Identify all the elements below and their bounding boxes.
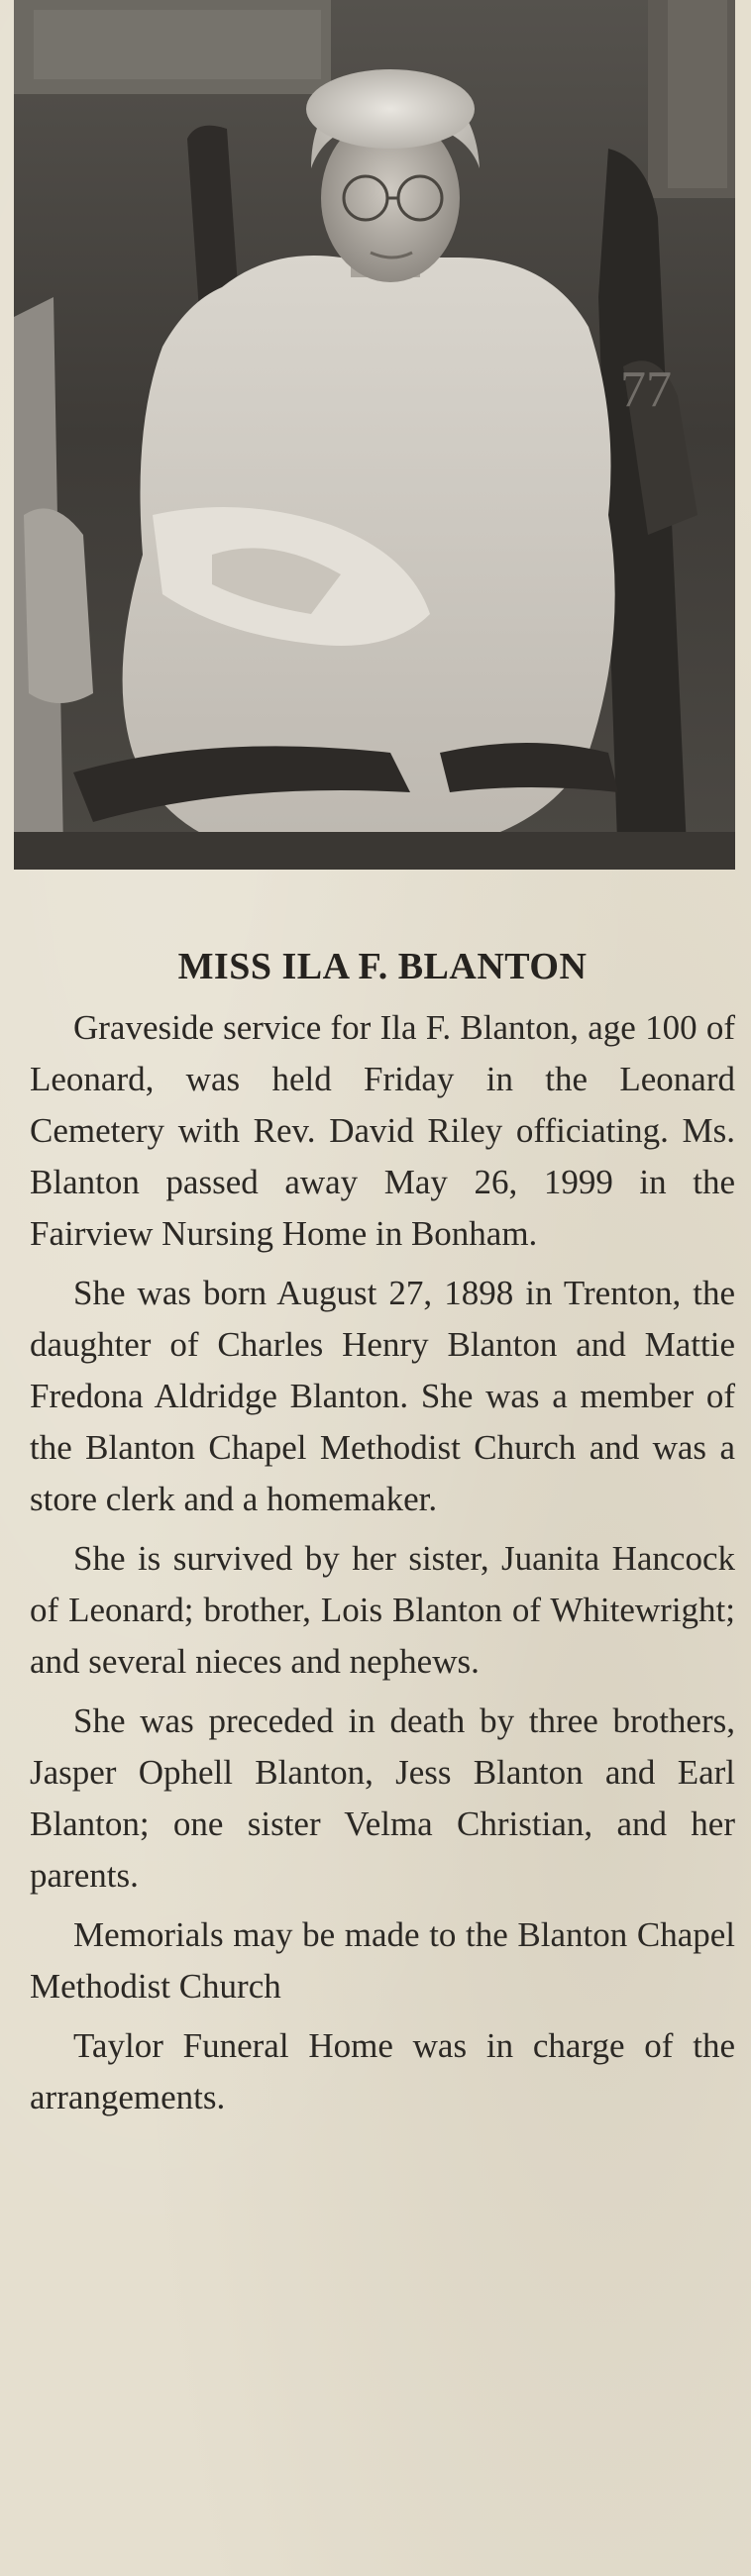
svg-text:77: 77	[620, 361, 672, 418]
obituary-paragraph: She was born August 27, 1898 in Trenton, the daughter of Charles Henry Blanton and Mattie Fredona Aldridge Blanton. She was a member of the Blanton Chapel Methodist Church and was a store clerk and a homemaker.	[30, 1274, 735, 1518]
obituary-headline: MISS ILA F. BLANTON	[177, 946, 588, 987]
obituary-paragraph: She is survived by her sister, Juanita Hancock of Leonard; brother, Lois Blanton of Whitewright; and several nieces and nephews.	[30, 1539, 735, 1681]
obituary-paragraph: She was preceded in death by three brothers, Jasper Ophell Blanton, Jess Blanton and Earl Blanton; one sister Velma Christian, and her parents.	[30, 1701, 735, 1895]
portrait-photo-drawing	[14, 0, 735, 870]
obituary-article	[30, 941, 735, 2131]
obituary-paragraph: Taylor Funeral Home was in charge of the arrangements.	[30, 2026, 735, 2116]
obituary-paragraph: Memorials may be made to the Blanton Chapel Methodist Church	[30, 1915, 735, 2006]
portrait-photo	[14, 0, 735, 870]
obituary-paragraph: Graveside service for Ila F. Blanton, age 100 of Leonard, was held Friday in the Leonard Cemetery with Rev. David Riley officiating. Ms. Blanton passed away May 26, 1999 in the Fairview Nursing Home in Bonham.	[30, 1008, 735, 1253]
